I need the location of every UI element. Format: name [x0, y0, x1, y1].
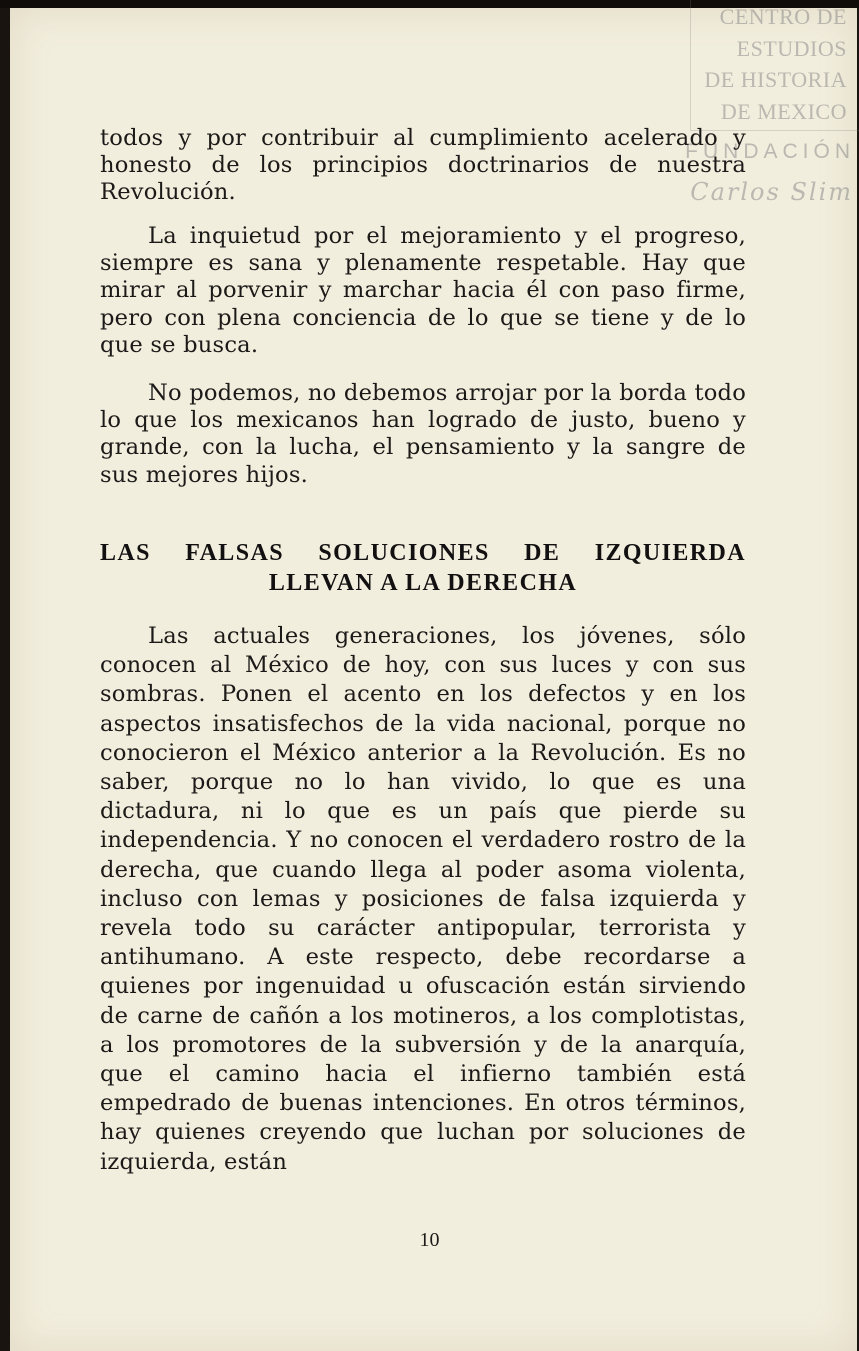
paragraph-text: todos y por contribuir al cumplimiento acelerado y honesto de los principios doctrinarios de nuestra Revolución. — [100, 125, 746, 206]
paragraph — [100, 380, 746, 489]
page-number: 10 — [419, 1229, 440, 1251]
watermark-line: CENTRO DE — [719, 4, 847, 29]
watermark-line: ESTUDIOS — [736, 36, 847, 61]
section-paragraph — [100, 622, 746, 1177]
watermark-line: DE HISTORIA — [704, 67, 847, 92]
paragraph-text: No podemos, no debemos arrojar por la borda todo lo que los mexicanos han logrado de justo, bueno y grande, con la lucha, el pensamiento y la sangre de sus mejores hijos. — [100, 380, 746, 488]
watermark-line: DE MEXICO — [720, 99, 847, 124]
section-heading-line-2: LLEVAN A LA DERECHA — [268, 570, 578, 596]
paragraph-text: La inquietud por el mejoramiento y el progreso, siempre es sana y plenamente respetable. Hay que mirar al porvenir y marchar hacia él con paso firme, pero con plena conciencia de lo que se tiene y de lo que se busca. — [100, 223, 746, 358]
scan-top-edge — [0, 0, 859, 8]
paragraph — [100, 223, 746, 359]
paragraph-text: Las actuales generaciones, los jóvenes, sólo conocen al México de hoy, con sus luces y con sus sombras. Ponen el acento en los defectos y en los aspectos insatisfechos de la vida nacional, porque no conocieron el México anterior a la Revolución. Es no saber, porque no lo han vivido, lo que es una dictadura, ni lo que es un país que pierde su independencia. Y no conocen el verdadero rostro de la derecha, que cuando llega al poder asoma violenta, incluso con lemas y posiciones de falsa izquierda y revela todo su carácter antipopular, terrorista y antihumano. A este respecto, debe recordarse a quienes por ingenuidad u ofuscación están sirviendo de carne de cañón a los motineros, a los complotistas, a los promotores de la subversión y de la anarquía, que el camino hacia el infierno también está empedrado de buenas intenciones. En otros términos, hay quienes creyendo que luchan por soluciones de izquierda, están — [100, 623, 746, 1175]
watermark-foundation: FUNDACIÓN — [685, 140, 855, 163]
watermark-signature: Carlos Slim — [690, 178, 853, 206]
paragraph-continuation — [100, 125, 746, 207]
section-heading-line-1: LAS FALSAS SOLUCIONES DE IZQUIERDA — [100, 540, 746, 566]
